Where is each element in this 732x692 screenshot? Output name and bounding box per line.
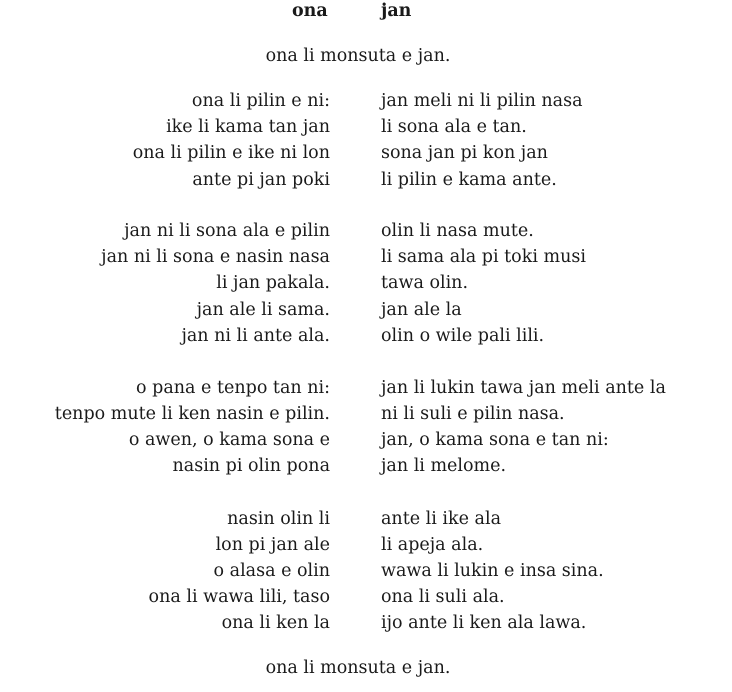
stanza-line-right: li sama ala pi toki musi (381, 247, 586, 267)
stanza-line-left: o alasa e olin (213, 561, 330, 581)
stanza-line-right: jan ale la (381, 300, 462, 320)
stanza-line-left: ona li wawa lili, taso (148, 587, 330, 607)
stanza-line-left: ante pi jan poki (192, 170, 330, 190)
stanza-line-right: ijo ante li ken ala lawa. (381, 613, 587, 633)
stanza-line-left: li jan pakala. (216, 273, 330, 293)
stanza-line-right: tawa olin. (381, 273, 469, 293)
stanza-line-right: jan li lukin tawa jan meli ante la (381, 378, 666, 398)
stanza-line-right: li sona ala e tan. (381, 117, 527, 137)
stanza-line-left: ike li kama tan jan (166, 117, 330, 137)
stanza-line-right: jan, o kama sona e tan ni: (381, 430, 609, 450)
header-right: jan (381, 1, 412, 21)
stanza-line-left: lon pi jan ale (215, 535, 330, 555)
stanza-line-right: li pilin e kama ante. (381, 170, 557, 190)
stanza-line-left: ona li ken la (221, 613, 330, 633)
stanza-line-right: jan meli ni li pilin nasa (381, 91, 583, 111)
stanza-line-right: ni li suli e pilin nasa. (381, 404, 565, 424)
stanza-line-right: wawa li lukin e insa sina. (381, 561, 604, 581)
stanza-line-right: olin o wile pali lili. (381, 326, 545, 346)
stanza-line-left: nasin pi olin pona (172, 456, 330, 476)
stanza-line-left: jan ni li sona ala e pilin (124, 221, 330, 241)
outro-line: ona li monsuta e jan. (265, 658, 451, 678)
stanza-line-left: tenpo mute li ken nasin e pilin. (54, 404, 330, 424)
stanza-line-left: ona li pilin e ni: (191, 91, 330, 111)
stanza-line-right: ante li ike ala (381, 509, 501, 529)
header-left: ona (292, 1, 328, 21)
stanza-line-right: li apeja ala. (381, 535, 484, 555)
stanza-line-left: nasin olin li (227, 509, 330, 529)
stanza-line-left: ona li pilin e ike ni lon (132, 143, 330, 163)
stanza-line-left: jan ale li sama. (196, 300, 330, 320)
stanza-line-right: ona li suli ala. (381, 587, 505, 607)
intro-line: ona li monsuta e jan. (265, 46, 451, 66)
stanza-line-left: jan ni li sona e nasin nasa (101, 247, 330, 267)
stanza-line-left: o pana e tenpo tan ni: (136, 378, 330, 398)
stanza-line-right: jan li melome. (381, 456, 507, 476)
stanza-line-left: jan ni li ante ala. (181, 326, 330, 346)
stanza-line-right: olin li nasa mute. (381, 221, 534, 241)
stanza-line-left: o awen, o kama sona e (128, 430, 330, 450)
stanza-line-right: sona jan pi kon jan (381, 143, 548, 163)
